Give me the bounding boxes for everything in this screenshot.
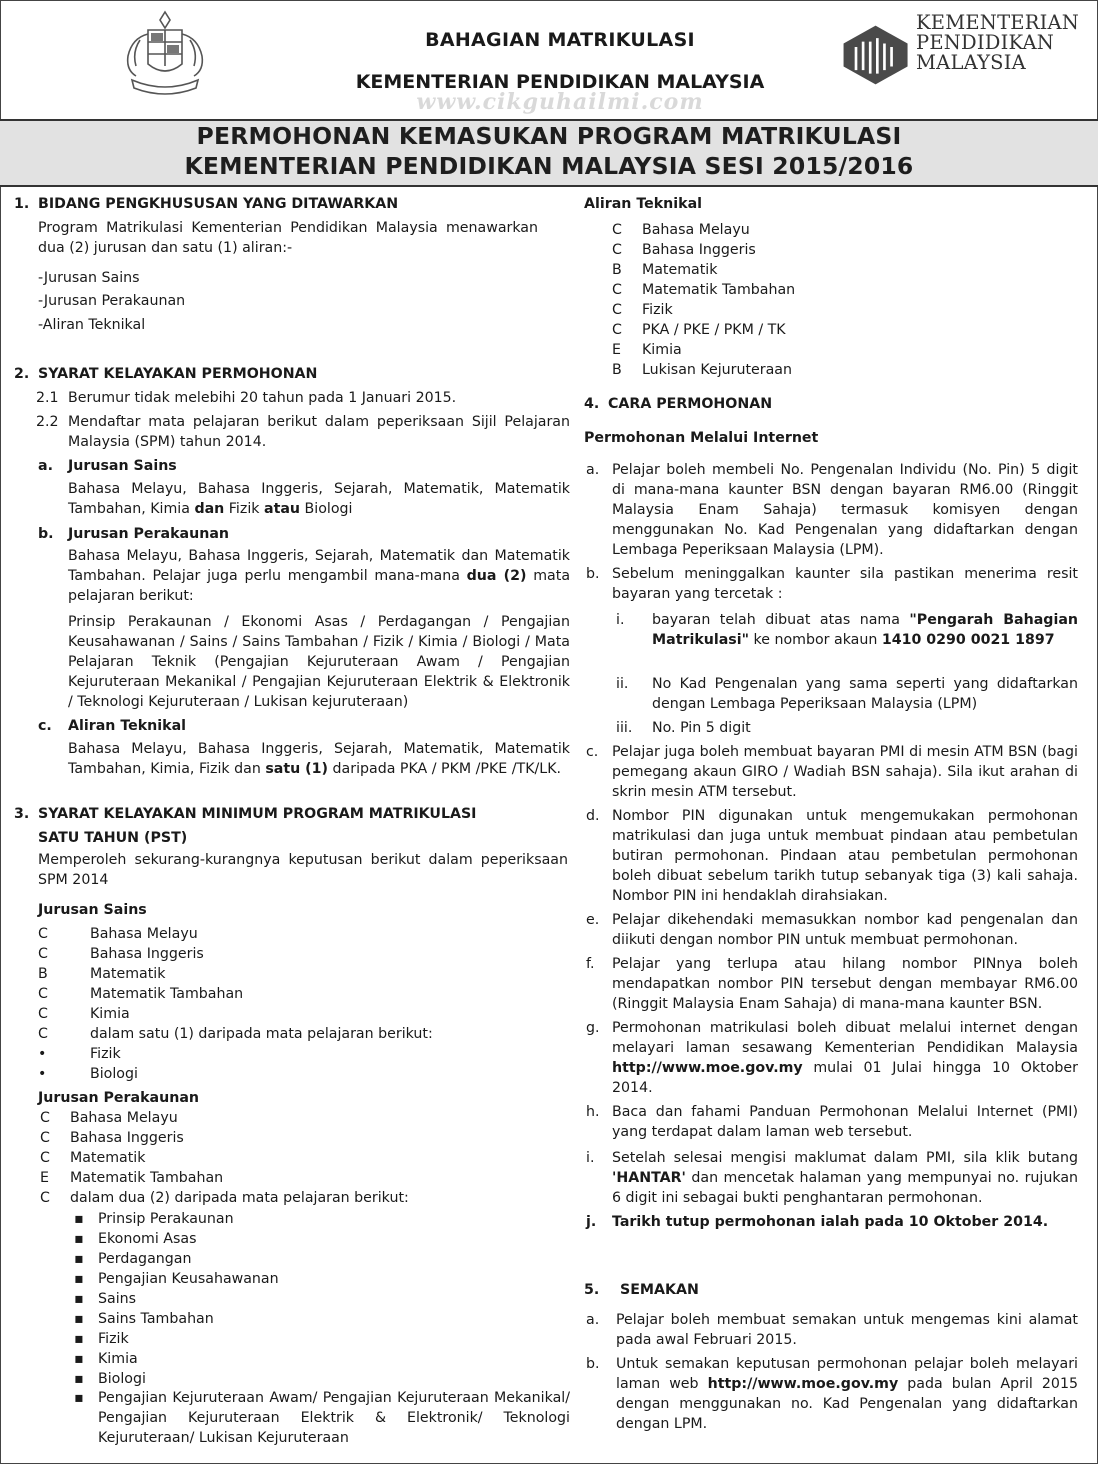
text-run: pada bulan April 2015 dengan menggunakan no. Kad Pengenalan yang didaftarkan dengan LPM. <box>616 1376 1078 1432</box>
grade-letter: C <box>612 222 622 238</box>
section-4-number: 4. <box>584 396 600 412</box>
text-run: Biologi <box>300 501 353 517</box>
section-3-number: 3. <box>14 806 30 822</box>
sains-title: Jurusan Sains <box>38 902 147 918</box>
subject-name: Perdagangan <box>98 1251 192 1267</box>
grade-letter: C <box>612 302 622 318</box>
grade-letter: C <box>612 242 622 258</box>
item-5a: Pelajar boleh membuat semakan untuk mengemas kini alamat pada awal Februari 2015. <box>616 1312 1078 1348</box>
ministry-logo-text <box>916 13 1079 73</box>
text-run: bayaran telah dibuat atas nama <box>652 612 910 628</box>
subject-name: Pengajian Keusahawanan <box>98 1271 279 1287</box>
item-4c: Pelajar juga boleh membuat bayaran PMI di mesin ATM BSN (bagi pemegang akaun GIRO / Wadiah BSN sahaja). Sila ikut arahan di skrin mesin ATM tersebut. <box>612 744 1078 800</box>
bullet: ▪ <box>74 1251 84 1267</box>
subject-name: Ekonomi Asas <box>98 1231 197 1247</box>
teknikal-title: Aliran Teknikal <box>584 196 703 212</box>
item-letter: j. <box>586 1214 597 1230</box>
text-run-bold: "Pengarah Bahagian Matrikulasi" <box>652 612 1078 648</box>
header-ministry: KEMENTERIAN PENDIDIKAN MALAYSIA <box>355 71 765 93</box>
text-run-bold: dan <box>194 501 225 517</box>
grade-letter: C <box>40 1150 50 1166</box>
subject-name: Lukisan Kejuruteraan <box>642 362 792 378</box>
item-letter: b. <box>586 1356 600 1372</box>
section-3-intro: Memperoleh sekurang-kurangnya keputusan berikut dalam peperiksaan SPM 2014 <box>38 852 568 888</box>
item-4a: Pelajar boleh membeli No. Pengenalan Individu (No. Pin) 5 digit di mana-mana kaunter BSN dengan bayaran RM6.00 (Ringgit Malaysia Enam Sahaja) termasuk komisyen dengan menggunakan No. Kad Pengenalan yang didaftarkan dengan Lembaga Peperiksaan Malaysia (LPM). <box>612 462 1078 558</box>
item-letter: i. <box>586 1150 595 1166</box>
item-letter: e. <box>586 912 600 928</box>
section-4-title: CARA PERMOHONAN <box>608 396 773 412</box>
item-b-list: Prinsip Perakaunan / Ekonomi Asas / Perdagangan / Pengajian Keusahawanan / Sains / Sains Tambahan / Fizik / Kimia / Biologi / Mata Pelajaran Teknik (Pengajian Kejuruteraan Awam / Pengajian Kejuruteraan Mekanikal / Pengajian Kejuruteraan Elektrik & Elektronik / Teknologi Kejuruteraan / Lukisan kejuruteraan) <box>68 614 570 710</box>
section-1-item: -Jurusan Perakaunan <box>38 293 186 309</box>
banner-line-1: PERMOHONAN KEMASUKAN PROGRAM MATRIKULASI <box>196 122 902 150</box>
grade-letter: B <box>38 966 48 982</box>
grade-letter: E <box>612 342 621 358</box>
bullet: ▪ <box>74 1351 84 1367</box>
header <box>0 0 1098 120</box>
subject-name: Bahasa Inggeris <box>642 242 756 258</box>
item-letter: c. <box>586 744 599 760</box>
section-1-item: -Jurusan Sains <box>38 270 140 286</box>
item-letter: d. <box>586 808 600 824</box>
banner-line-2: KEMENTERIAN PENDIDIKAN MALAYSIA SESI 2015/2016 <box>184 152 914 180</box>
grade-letter: C <box>40 1190 50 1206</box>
clause-number: 2.1 <box>36 390 59 406</box>
subject-name: Sains Tambahan <box>98 1311 214 1327</box>
subject-name: dalam dua (2) daripada mata pelajaran berikut: <box>70 1190 409 1206</box>
item-b-title: Jurusan Perakaunan <box>68 526 230 542</box>
item-letter: a. <box>38 458 53 474</box>
subject-name: Fizik <box>642 302 673 318</box>
header-division: BAHAGIAN MATRIKULASI <box>425 29 695 51</box>
bullet: ▪ <box>74 1231 84 1247</box>
website-link[interactable]: http://www.moe.gov.my <box>612 1060 803 1076</box>
text-run-bold: 'HANTAR' <box>612 1170 686 1186</box>
text-run: Fizik <box>224 501 264 517</box>
section-1-title: BIDANG PENGKHUSUSAN YANG DITAWARKAN <box>38 196 399 212</box>
item-4b-i <box>652 610 1078 650</box>
subject-name: Matematik Tambahan <box>642 282 796 298</box>
logo-line: KEMENTERIAN <box>916 11 1080 34</box>
bullet: ▪ <box>74 1371 84 1387</box>
item-letter: a. <box>586 1312 600 1328</box>
section-5-title: SEMAKAN <box>620 1282 699 1298</box>
item-letter: g. <box>586 1020 600 1036</box>
subject-name: Kimia <box>90 1006 130 1022</box>
subject-name: dalam satu (1) daripada mata pelajaran berikut: <box>90 1026 433 1042</box>
title-banner <box>0 119 1098 187</box>
subject-name: Bahasa Inggeris <box>90 946 204 962</box>
text-run-bold: atau <box>264 501 301 517</box>
item-4b-iii: No. Pin 5 digit <box>652 720 751 736</box>
bullet: ▪ <box>74 1331 84 1347</box>
item-4e: Pelajar dikehendaki memasukkan nombor kad pengenalan dan diikuti dengan nombor PIN untuk membuat permohonan. <box>612 912 1078 948</box>
subject-name: Fizik <box>98 1331 129 1347</box>
section-1-item: -Aliran Teknikal <box>38 317 146 333</box>
item-letter: c. <box>38 718 52 734</box>
text-run-bold: dua (2) <box>466 568 527 584</box>
text-run: mulai 01 Julai hingga 10 Oktober 2014. <box>612 1060 1078 1096</box>
bullet: ▪ <box>74 1390 84 1406</box>
text-run: Setelah selesai mengisi maklumat dalam PMI, sila klik butang <box>612 1150 1078 1166</box>
subject-name: Kimia <box>98 1351 138 1367</box>
grade-letter: C <box>38 946 48 962</box>
subject-name: Bahasa Inggeris <box>70 1130 184 1146</box>
item-letter: h. <box>586 1104 600 1120</box>
bullet: ▪ <box>74 1291 84 1307</box>
item-4f: Pelajar yang terlupa atau hilang nombor PINnya boleh mendapatkan nombor PIN tersebut dengan membayar RM6.00 (Ringgit Malaysia Enam Sahaja) di mana-mana kaunter BSN. <box>612 956 1078 1012</box>
text-run: Bahasa Melayu, Bahasa Inggeris, Sejarah, Matematik, Matematik Tambahan, Kimia <box>68 481 570 517</box>
grade-letter: C <box>40 1130 50 1146</box>
item-letter: f. <box>586 956 595 972</box>
text-run: Bahasa Melayu, Bahasa Inggeris, Sejarah, Matematik, Matematik Tambahan, Kimia, Fizik dan <box>68 741 570 777</box>
clause-2-1: Berumur tidak melebihi 20 tahun pada 1 Januari 2015. <box>68 390 457 406</box>
subject-name: Matematik <box>70 1150 146 1166</box>
account-number: 1410 0290 0021 1897 <box>881 632 1055 648</box>
subject-name: Prinsip Perakaunan <box>98 1211 234 1227</box>
grade-letter: E <box>40 1170 49 1186</box>
section-1-text: Program Matrikulasi Kementerian Pendidikan Malaysia menawarkan dua (2) jurusan dan satu (1) aliran:- <box>38 220 538 256</box>
clause-2-2: Mendaftar mata pelajaran berikut dalam peperiksaan Sijil Pelajaran Malaysia (SPM) tahun 2014. <box>68 414 570 450</box>
item-b-text <box>68 546 570 606</box>
subject-name: Bahasa Melayu <box>642 222 750 238</box>
subject-name: Biologi <box>90 1066 138 1082</box>
text-run: Untuk semakan keputusan permohonan pelajar boleh melayari laman web <box>616 1356 1078 1392</box>
item-4i <box>612 1148 1078 1208</box>
subject-name: Matematik <box>90 966 166 982</box>
subject-name: Sains <box>98 1291 137 1307</box>
item-c-text <box>68 739 570 779</box>
subject-name: Fizik <box>90 1046 121 1062</box>
item-letter: a. <box>586 462 600 478</box>
text-run-bold: satu (1) <box>265 761 329 777</box>
grade-letter: C <box>38 1006 48 1022</box>
grade-letter: C <box>612 282 622 298</box>
bullet: ▪ <box>74 1271 84 1287</box>
clause-number: 2.2 <box>36 414 59 430</box>
bullet: ▪ <box>74 1311 84 1327</box>
section-3-title: SYARAT KELAYAKAN MINIMUM PROGRAM MATRIKULASI <box>38 806 477 822</box>
grade-letter: C <box>38 1026 48 1042</box>
subject-name: Kimia <box>642 342 682 358</box>
item-4j: Tarikh tutup permohonan ialah pada 10 Oktober 2014. <box>612 1214 1049 1230</box>
subject-name: Matematik <box>642 262 718 278</box>
text-run: Bahasa Melayu, Bahasa Inggeris, Sejarah, Matematik dan Matematik Tambahan. Pelajar juga perlu mengambil mana-mana <box>68 548 570 584</box>
akaun-subject-last: Pengajian Kejuruteraan Awam/ Pengajian Kejuruteraan Mekanikal/ Pengajian Kejuruteraan Elektrik & Elektronik/ Teknologi Kejuruteraan/ Lukisan Kejuruteraan <box>98 1390 570 1446</box>
item-4b-ii: No Kad Pengenalan yang sama seperti yang didaftarkan dengan Lembaga Peperiksaan Malaysia (LPM) <box>652 676 1078 712</box>
grade-letter: C <box>38 986 48 1002</box>
akaun-title: Jurusan Perakaunan <box>38 1090 200 1106</box>
subject-name: Matematik Tambahan <box>70 1170 224 1186</box>
grade-letter: C <box>38 926 48 942</box>
grade-letter: C <box>612 322 622 338</box>
section-3-title-2: SATU TAHUN (PST) <box>38 830 188 846</box>
subject-name: Bahasa Melayu <box>90 926 198 942</box>
grade-letter: • <box>38 1066 47 1082</box>
subject-name: Bahasa Melayu <box>70 1110 178 1126</box>
logo-line: PENDIDIKAN <box>916 31 1055 54</box>
item-a-text <box>68 479 570 519</box>
item-4h: Baca dan fahami Panduan Permohonan Melalui Internet (PMI) yang terdapat dalam laman web tersebut. <box>612 1104 1078 1140</box>
section-2-title: SYARAT KELAYAKAN PERMOHONAN <box>38 366 318 382</box>
item-roman: ii. <box>616 676 629 692</box>
coat-of-arms-icon <box>118 8 212 96</box>
item-roman: iii. <box>616 720 633 736</box>
subject-name: PKA / PKE / PKM / TK <box>642 322 786 338</box>
text-run: ke nombor akaun <box>749 632 882 648</box>
item-4d: Nombor PIN digunakan untuk mengemukakan permohonan matrikulasi dan juga untuk membuat pindaan atau pembetulan butiran permohonan. Pindaan atau pembetulan permohonan boleh dibuat sebelum tarikh tutup sebanyak tiga (3) kali sahaja. Nombor PIN ini hendaklah dirahsiakan. <box>612 808 1078 904</box>
grade-letter: B <box>612 262 622 278</box>
text-run: daripada PKA / PKM /PKE /TK/LK. <box>328 761 562 777</box>
item-5b <box>616 1354 1078 1434</box>
item-4g <box>612 1018 1078 1098</box>
subject-name: Biologi <box>98 1371 146 1387</box>
watermark: www.cikguhailmi.com <box>416 89 704 115</box>
item-a-title: Jurusan Sains <box>68 458 177 474</box>
item-roman: i. <box>616 612 625 628</box>
bullet: ▪ <box>74 1211 84 1227</box>
item-letter: b. <box>38 526 54 542</box>
section-5-number: 5. <box>584 1282 600 1298</box>
grade-letter: B <box>612 362 622 378</box>
section-2-number: 2. <box>14 366 30 382</box>
website-link[interactable]: http://www.moe.gov.my <box>707 1376 899 1392</box>
grade-letter: • <box>38 1046 47 1062</box>
text-run: mata pelajaran berikut: <box>68 568 571 604</box>
section-4-subtitle: Permohonan Melalui Internet <box>584 430 819 446</box>
item-letter: b. <box>586 566 600 582</box>
section-1-number: 1. <box>14 196 30 212</box>
grade-letter: C <box>40 1110 50 1126</box>
ministry-logo-icon <box>840 20 920 90</box>
subject-name: Matematik Tambahan <box>90 986 244 1002</box>
text-run: Permohonan matrikulasi boleh dibuat melalui internet dengan melayari laman sesawang Kementerian Pendidikan Malaysia <box>612 1020 1078 1056</box>
text-run: dan mencetak halaman yang mempunyai no. rujukan 6 digit ini sebagai bukti penghantaran permohonan. <box>612 1170 1078 1206</box>
logo-line: MALAYSIA <box>916 51 1026 74</box>
item-c-title: Aliran Teknikal <box>68 718 187 734</box>
item-4b: Sebelum meninggalkan kaunter sila pastikan menerima resit bayaran yang tercetak : <box>612 566 1078 602</box>
